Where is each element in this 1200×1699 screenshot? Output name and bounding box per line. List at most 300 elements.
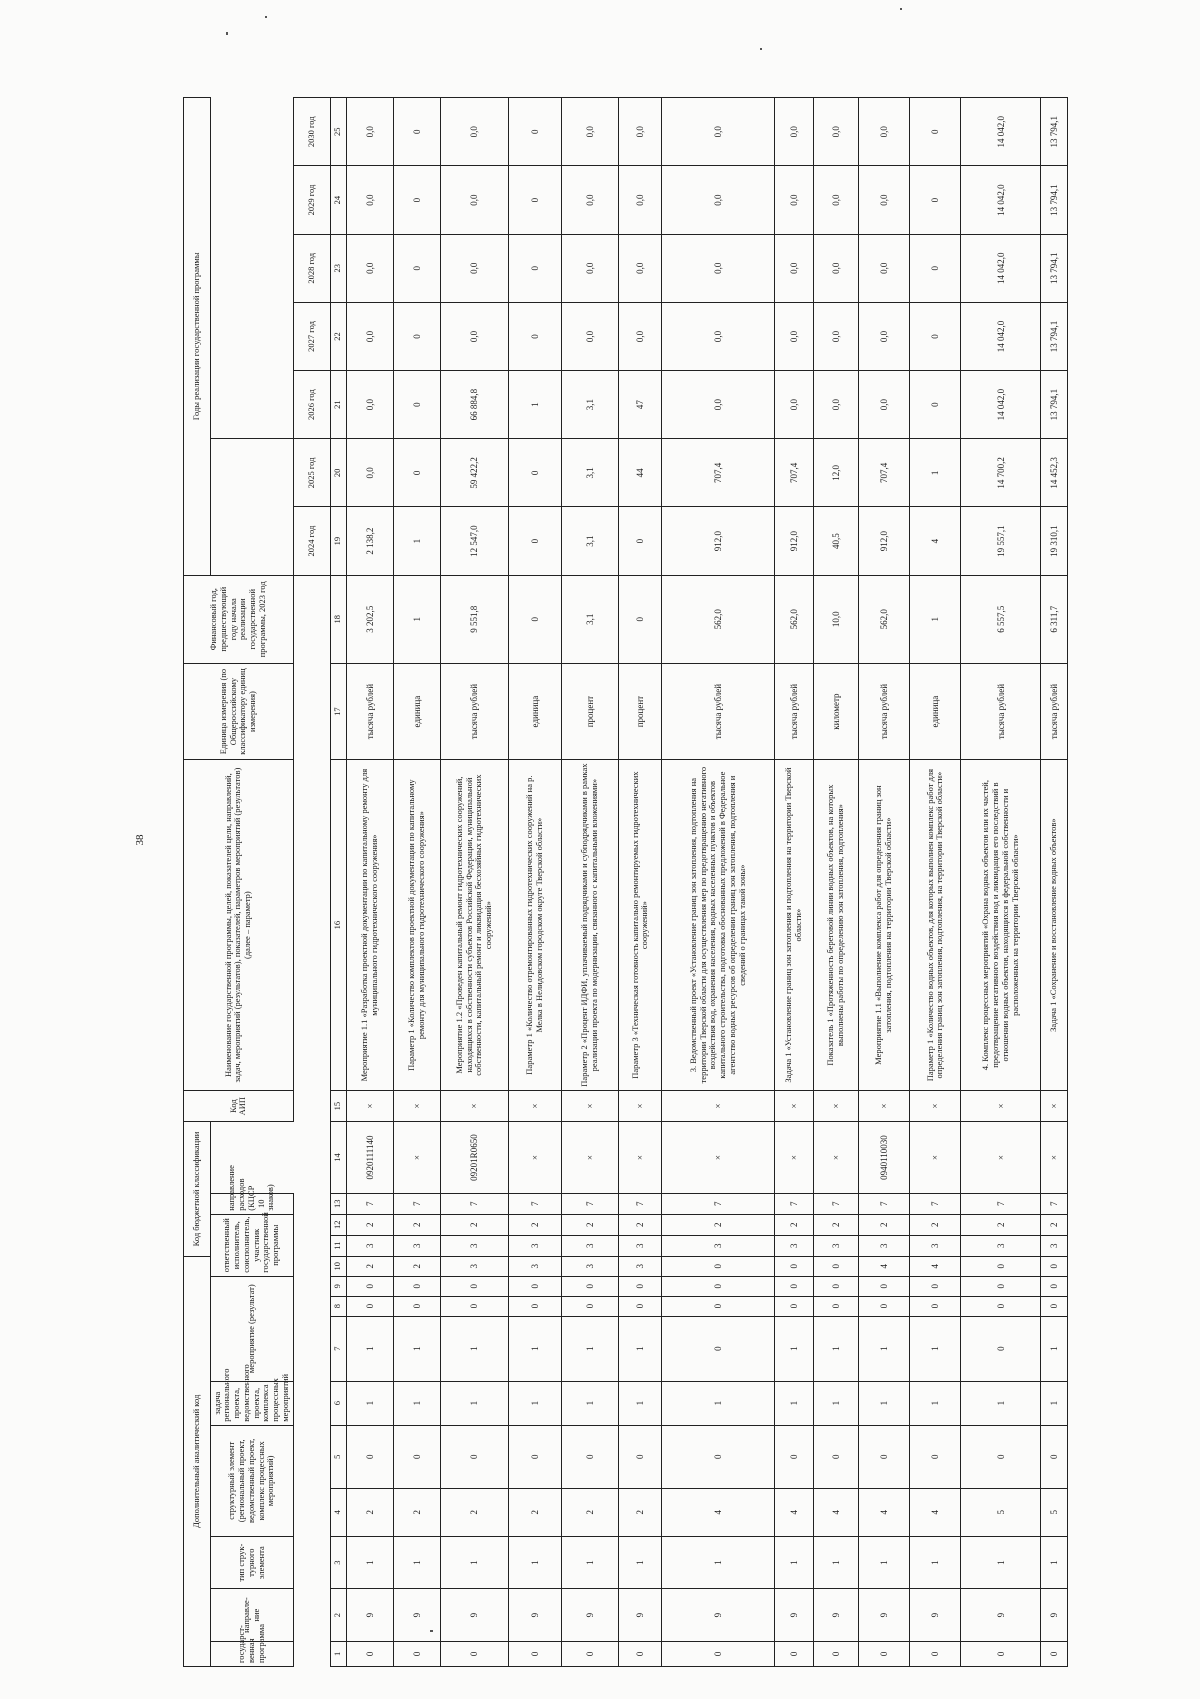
value-cell: 0,0 xyxy=(561,234,618,302)
table-row xyxy=(662,98,775,1667)
value-cell: 0,0 xyxy=(813,371,858,439)
code-cell: 2 xyxy=(619,1214,662,1235)
code-cell: 1 xyxy=(775,1536,814,1588)
code-cell: 2 xyxy=(346,1488,393,1536)
column-number-row xyxy=(330,98,346,1667)
value-cell: 0,0 xyxy=(619,166,662,234)
code-cell: 0 xyxy=(394,1276,441,1296)
name-cell: Параметр 1 «Количество водных объектов, для которых выполнен комплекс работ для определения границ зон затопления, подтопления, на территории Тверской области» xyxy=(910,760,961,1091)
value-cell: 14 042,0 xyxy=(961,166,1041,234)
code-cell: 9 xyxy=(508,1589,561,1641)
value-cell: 6 557,5 xyxy=(961,575,1041,663)
value-cell: 6 311,7 xyxy=(1041,575,1068,663)
code-cell: 9 xyxy=(662,1589,775,1641)
code-cell: 0 xyxy=(441,1425,509,1488)
value-cell: 0,0 xyxy=(813,98,858,166)
code-cell: 7 xyxy=(394,1193,441,1214)
table-row xyxy=(619,98,662,1667)
value-cell: 0,0 xyxy=(858,98,909,166)
unit-cell: процент xyxy=(619,663,662,760)
value-cell: 0,0 xyxy=(441,98,509,166)
years-group-header: Годы реализации государственной программы xyxy=(184,98,211,576)
code-cell: 0 xyxy=(1041,1276,1068,1296)
value-cell: 2 138,2 xyxy=(346,507,393,575)
table-row xyxy=(813,98,858,1667)
code-cell: × xyxy=(775,1090,814,1121)
code-cell: 2 xyxy=(441,1488,509,1536)
value-cell: 4 xyxy=(910,507,961,575)
code-cell: 1 xyxy=(619,1316,662,1381)
value-cell: 0 xyxy=(508,439,561,507)
code-cell: 1 xyxy=(1041,1381,1068,1425)
code-cell: 0 xyxy=(910,1296,961,1316)
value-cell: 3,1 xyxy=(561,439,618,507)
column-number: 6 xyxy=(330,1381,346,1425)
code-cell: 1 xyxy=(561,1536,618,1588)
column-number: 22 xyxy=(330,302,346,370)
code-cell: 0 xyxy=(346,1276,393,1296)
value-cell: 0 xyxy=(910,371,961,439)
code-cell: 0 xyxy=(775,1425,814,1488)
value-cell: 3,1 xyxy=(561,507,618,575)
code-cell: 1 xyxy=(858,1381,909,1425)
code-cell: 0920111140 xyxy=(346,1122,393,1193)
code-cell: 0 xyxy=(961,1316,1041,1381)
code-cell: 4 xyxy=(858,1256,909,1276)
code-cell: 7 xyxy=(561,1193,618,1214)
value-cell: 0,0 xyxy=(662,371,775,439)
code-cell: 1 xyxy=(508,1381,561,1425)
code-cell: 2 xyxy=(619,1488,662,1536)
code-cell: 3 xyxy=(775,1235,814,1256)
value-cell: 0,0 xyxy=(858,371,909,439)
code-cell: × xyxy=(910,1090,961,1121)
code-cell: 1 xyxy=(346,1536,393,1588)
code-cell: 1 xyxy=(508,1316,561,1381)
value-cell: 1 xyxy=(910,575,961,663)
table-row xyxy=(910,98,961,1667)
code-cell: 1 xyxy=(775,1381,814,1425)
value-cell: 19 310,1 xyxy=(1041,507,1068,575)
code-cell: 7 xyxy=(441,1193,509,1214)
year-header: 2024 год xyxy=(293,507,330,575)
code-cell: 0 xyxy=(1041,1256,1068,1276)
unit-cell: тысяча рублей xyxy=(961,663,1041,760)
value-cell: 0 xyxy=(619,575,662,663)
value-cell: 3 202,5 xyxy=(346,575,393,663)
code-cell: 2 xyxy=(394,1214,441,1235)
value-cell: 0 xyxy=(508,302,561,370)
code-cell: 0 xyxy=(961,1256,1041,1276)
code-cell: 0 xyxy=(961,1641,1041,1666)
value-cell: 0 xyxy=(394,439,441,507)
value-cell: 13 794,1 xyxy=(1041,166,1068,234)
scan-mark xyxy=(265,16,267,18)
value-cell: 0,0 xyxy=(346,234,393,302)
code-cell: 2 xyxy=(441,1214,509,1235)
name-cell: Параметр 3 «Техническая готовность капитально ремонтируемых гидротехнических сооружений» xyxy=(619,760,662,1091)
year-header: 2030 год xyxy=(293,98,330,166)
value-cell: 707,4 xyxy=(858,439,909,507)
year-header: 2029 год xyxy=(293,166,330,234)
value-cell: 0 xyxy=(910,166,961,234)
column-number: 20 xyxy=(330,439,346,507)
column-number: 12 xyxy=(330,1214,346,1235)
value-cell: 1 xyxy=(394,575,441,663)
code-cell: 0 xyxy=(561,1425,618,1488)
code-cell: 7 xyxy=(662,1193,775,1214)
code-cell: 9 xyxy=(813,1589,858,1641)
code-cell: × xyxy=(910,1122,961,1193)
code-cell: 0 xyxy=(961,1276,1041,1296)
executor-header: ответственный исполнитель, соисполнитель, участник государственной программы xyxy=(210,1214,293,1276)
code-cell: 3 xyxy=(1041,1235,1068,1256)
code-cell: 2 xyxy=(561,1488,618,1536)
value-cell: 0,0 xyxy=(662,166,775,234)
name-cell: 3. Ведомственный проект «Установление границ зон затопления, подтопления на территории Тверской области для осуществления мер по предотвращению негативного воздействия вод, охранения населения, водных населенных пунктов и объектов капитального строительства, подготовка обоснованных предложений в Федеральное агентство водных ресурсов об определении границ зон затопления, подтопления и сведений о границах такой зоны» xyxy=(662,760,775,1091)
code-cell: 7 xyxy=(910,1193,961,1214)
value-cell: 14 452,3 xyxy=(1041,439,1068,507)
code-cell: 0 xyxy=(346,1425,393,1488)
column-number: 17 xyxy=(330,663,346,760)
column-number: 23 xyxy=(330,234,346,302)
name-cell: Задача 1 «Установление границ зон затопления и подтопления на территории Тверской области» xyxy=(775,760,814,1091)
code-cell: 0 xyxy=(775,1296,814,1316)
code-cell: 2 xyxy=(858,1214,909,1235)
value-cell: 707,4 xyxy=(662,439,775,507)
value-cell: 0,0 xyxy=(775,234,814,302)
code-cell: 0 xyxy=(394,1425,441,1488)
value-cell: 0 xyxy=(508,575,561,663)
code-cell: 0 xyxy=(508,1641,561,1666)
code-cell: 1 xyxy=(619,1381,662,1425)
code-cell: 9 xyxy=(858,1589,909,1641)
value-cell: 0,0 xyxy=(346,302,393,370)
name-cell: 4. Комплекс процессных мероприятий «Охрана водных объектов или их частей, предотвращение негативного воздействия вод и ликвидация его последствий в отношении водных объектов, находящихся в федеральной собственности и расположенных на территории Тверской области» xyxy=(961,760,1041,1091)
code-cell: 0 xyxy=(662,1296,775,1316)
name-cell: Мероприятие 1.1 «Выполнение комплекса работ для определения границ зон затопления, подтопления на территории Тверской области» xyxy=(858,760,909,1091)
table-row xyxy=(394,98,441,1667)
column-number: 11 xyxy=(330,1235,346,1256)
code-cell: 2 xyxy=(1041,1214,1068,1235)
code-cell: 4 xyxy=(662,1488,775,1536)
year-header: 2025 год xyxy=(293,439,330,507)
fin-year-header: Финансовый год, предшествующий году начала реализации государственной программы, 2023 год xyxy=(184,575,294,663)
code-cell: 2 xyxy=(394,1488,441,1536)
code-cell: 0 xyxy=(775,1641,814,1666)
unit-cell: тысяча рублей xyxy=(346,663,393,760)
code-cell: 0 xyxy=(775,1256,814,1276)
code-cell: 0 xyxy=(346,1641,393,1666)
column-number: 21 xyxy=(330,371,346,439)
code-cell: 0 xyxy=(1041,1296,1068,1316)
code-cell: 3 xyxy=(662,1235,775,1256)
name-cell: Параметр 1 «Количество комплектов проектной документации по капитальному ремонту для муниципального гидротехнического сооружения» xyxy=(394,760,441,1091)
code-cell: 1 xyxy=(858,1536,909,1588)
code-cell: 1 xyxy=(662,1381,775,1425)
value-cell: 44 xyxy=(619,439,662,507)
rotated-table-container xyxy=(183,97,1068,1667)
code-cell: 0 xyxy=(775,1276,814,1296)
column-number: 5 xyxy=(330,1425,346,1488)
code-cell: × xyxy=(662,1090,775,1121)
value-cell: 14 042,0 xyxy=(961,234,1041,302)
column-number: 24 xyxy=(330,166,346,234)
code-cell: 0 xyxy=(394,1296,441,1316)
code-cell: × xyxy=(508,1090,561,1121)
code-cell: 7 xyxy=(775,1193,814,1214)
value-cell: 0 xyxy=(394,234,441,302)
table-row xyxy=(508,98,561,1667)
code-cell: 1 xyxy=(619,1536,662,1588)
header-row-years xyxy=(293,98,330,1667)
column-number: 4 xyxy=(330,1488,346,1536)
code-cell: × xyxy=(813,1122,858,1193)
code-cell: 0 xyxy=(662,1276,775,1296)
value-cell: 0 xyxy=(394,98,441,166)
code-cell: 1 xyxy=(561,1316,618,1381)
code-cell: 1 xyxy=(346,1316,393,1381)
code-cell: 9 xyxy=(961,1589,1041,1641)
code-cell: 3 xyxy=(561,1235,618,1256)
code-cell: × xyxy=(1041,1122,1068,1193)
value-cell: 0,0 xyxy=(346,371,393,439)
code-cell: × xyxy=(961,1122,1041,1193)
code-cell: 0 xyxy=(910,1276,961,1296)
code-cell: 0 xyxy=(561,1641,618,1666)
value-cell: 12 547,0 xyxy=(441,507,509,575)
event-header: мероприятие (результат) xyxy=(210,1276,293,1381)
code-cell: × xyxy=(619,1122,662,1193)
code-cell: 2 xyxy=(662,1214,775,1235)
code-cell: 1 xyxy=(346,1381,393,1425)
code-cell: 2 xyxy=(508,1488,561,1536)
code-cell: 7 xyxy=(619,1193,662,1214)
unit-header: Единица измерения (по Общероссийскому классификатору единиц измерения) xyxy=(184,663,294,760)
table-row xyxy=(1041,98,1068,1667)
table-row xyxy=(441,98,509,1667)
value-cell: 0 xyxy=(910,302,961,370)
code-cell: 1 xyxy=(394,1536,441,1588)
column-number: 10 xyxy=(330,1256,346,1276)
code-cell: 1 xyxy=(910,1381,961,1425)
value-cell: 13 794,1 xyxy=(1041,98,1068,166)
code-cell: 0 xyxy=(346,1296,393,1316)
code-cell: 0 xyxy=(619,1641,662,1666)
value-cell: 0 xyxy=(508,234,561,302)
code-cell: 1 xyxy=(508,1536,561,1588)
code-cell: 0 xyxy=(662,1641,775,1666)
code-cell: × xyxy=(346,1090,393,1121)
value-cell: 0 xyxy=(619,507,662,575)
unit-cell: тысяча рублей xyxy=(1041,663,1068,760)
value-cell: 9 551,8 xyxy=(441,575,509,663)
value-cell: 1 xyxy=(508,371,561,439)
table-row xyxy=(561,98,618,1667)
value-cell: 14 042,0 xyxy=(961,98,1041,166)
code-cell: 0 xyxy=(910,1641,961,1666)
budget-code-header: Код бюджетной классификации xyxy=(184,1122,211,1256)
code-cell: 2 xyxy=(961,1214,1041,1235)
code-cell: 0 xyxy=(441,1296,509,1316)
value-cell: 0,0 xyxy=(775,302,814,370)
code-cell: 3 xyxy=(858,1235,909,1256)
value-cell: 13 794,1 xyxy=(1041,371,1068,439)
value-cell: 0,0 xyxy=(346,439,393,507)
code-cell: × xyxy=(858,1090,909,1121)
value-cell: 707,4 xyxy=(775,439,814,507)
code-cell: 0940110030 xyxy=(858,1122,909,1193)
code-cell: 0 xyxy=(858,1276,909,1296)
code-cell: × xyxy=(394,1122,441,1193)
code-cell: 0 xyxy=(1041,1641,1068,1666)
code-cell: 1 xyxy=(858,1316,909,1381)
additional-code-header: Дополнительный аналитический код xyxy=(184,1256,211,1666)
code-cell: 2 xyxy=(394,1256,441,1276)
struct-type-header: тип струк-турного элемента xyxy=(210,1536,293,1588)
unit-cell: единица xyxy=(508,663,561,760)
code-cell: × xyxy=(775,1122,814,1193)
aip-header: Код АИП xyxy=(184,1090,294,1121)
code-cell: 9 xyxy=(441,1589,509,1641)
code-cell: 9 xyxy=(775,1589,814,1641)
value-cell: 0 xyxy=(910,98,961,166)
code-cell: 2 xyxy=(508,1214,561,1235)
code-cell: 0 xyxy=(441,1641,509,1666)
code-cell: 4 xyxy=(910,1256,961,1276)
code-cell: × xyxy=(1041,1090,1068,1121)
code-cell: 0 xyxy=(662,1316,775,1381)
value-cell: 0,0 xyxy=(346,98,393,166)
code-cell: 3 xyxy=(910,1235,961,1256)
code-cell: 3 xyxy=(813,1235,858,1256)
value-cell: 0,0 xyxy=(441,166,509,234)
code-cell: 3 xyxy=(441,1256,509,1276)
value-cell: 0,0 xyxy=(858,234,909,302)
code-cell: 1 xyxy=(1041,1536,1068,1588)
code-cell: 2 xyxy=(813,1214,858,1235)
code-cell: 9 xyxy=(561,1589,618,1641)
value-cell: 1 xyxy=(394,507,441,575)
column-number: 18 xyxy=(330,575,346,663)
code-cell: 1 xyxy=(394,1316,441,1381)
column-number: 3 xyxy=(330,1536,346,1588)
value-cell: 0,0 xyxy=(813,166,858,234)
header-row-1 xyxy=(184,98,211,1667)
scan-mark xyxy=(900,8,902,10)
code-cell: 0 xyxy=(441,1276,509,1296)
code-cell: 0 xyxy=(508,1276,561,1296)
column-number: 25 xyxy=(330,98,346,166)
value-cell: 0 xyxy=(910,234,961,302)
code-cell: 7 xyxy=(1041,1193,1068,1214)
code-cell: 0 xyxy=(961,1296,1041,1316)
code-cell: 0 xyxy=(813,1296,858,1316)
struct-element-header: структурный элемент (региональный проект, ведомственный проект, комплекс процессных мероприятий) xyxy=(210,1425,293,1536)
task-header: задача регионального проекта, ведомственного проекта, комплекса процессных мероприятий xyxy=(210,1381,293,1425)
value-cell: 0,0 xyxy=(441,302,509,370)
code-cell: 0 xyxy=(813,1425,858,1488)
code-cell: 2 xyxy=(346,1256,393,1276)
code-cell: 7 xyxy=(961,1193,1041,1214)
value-cell: 0,0 xyxy=(441,234,509,302)
code-cell: 2 xyxy=(561,1214,618,1235)
code-cell: 7 xyxy=(346,1193,393,1214)
name-cell: Мероприятие 1.1 «Разработка проектной документации по капитальному ремонту для муниципального гидротехнического сооружения» xyxy=(346,760,393,1091)
program-table xyxy=(183,97,1068,1667)
table-row xyxy=(961,98,1041,1667)
column-number: 9 xyxy=(330,1276,346,1296)
year-header: 2027 год xyxy=(293,302,330,370)
value-cell: 0,0 xyxy=(662,302,775,370)
page-number: 38 xyxy=(134,834,146,846)
value-cell: 13 794,1 xyxy=(1041,234,1068,302)
code-cell: 4 xyxy=(813,1488,858,1536)
value-cell: 0,0 xyxy=(662,98,775,166)
code-cell: × xyxy=(561,1090,618,1121)
code-cell: 2 xyxy=(346,1214,393,1235)
name-header: Наименование государственной программы, целей, показателей цели, направлений, задач, мероприятий (результатов), показателей, параметров мероприятий (результатов) (далее – параметр) xyxy=(184,760,294,1091)
code-cell: × xyxy=(813,1090,858,1121)
code-cell: 9 xyxy=(394,1589,441,1641)
value-cell: 0 xyxy=(394,371,441,439)
code-cell: 0 xyxy=(961,1425,1041,1488)
value-cell: 14 042,0 xyxy=(961,302,1041,370)
value-cell: 562,0 xyxy=(775,575,814,663)
unit-cell: тысяча рублей xyxy=(858,663,909,760)
value-cell: 0 xyxy=(394,166,441,234)
code-cell: 4 xyxy=(775,1488,814,1536)
code-cell: 0 xyxy=(813,1641,858,1666)
value-cell: 0 xyxy=(508,98,561,166)
value-cell: 912,0 xyxy=(662,507,775,575)
value-cell: 0,0 xyxy=(813,302,858,370)
code-cell: 1 xyxy=(1041,1316,1068,1381)
scan-mark xyxy=(760,48,762,50)
name-cell: Параметр 2 «Процент ИДФИ, уплачиваемый подрядчиками и субподрядчиками в рамках реализации проекта по модернизации, связанного с капитальными вложениями» xyxy=(561,760,618,1091)
unit-cell: тысяча рублей xyxy=(662,663,775,760)
code-cell: 7 xyxy=(813,1193,858,1214)
value-cell: 0,0 xyxy=(662,234,775,302)
code-cell: 0 xyxy=(813,1256,858,1276)
column-number: 1 xyxy=(330,1641,346,1666)
year-header: 2026 год xyxy=(293,371,330,439)
code-cell: 1 xyxy=(813,1536,858,1588)
code-cell: × xyxy=(394,1090,441,1121)
expense-header: направление расходов (КЦСР 10 знаков) xyxy=(210,1193,293,1214)
code-cell: 1 xyxy=(910,1316,961,1381)
code-cell: 0 xyxy=(619,1425,662,1488)
value-cell: 0,0 xyxy=(619,302,662,370)
code-cell: 1 xyxy=(910,1536,961,1588)
code-cell: 3 xyxy=(394,1235,441,1256)
code-cell: 1 xyxy=(813,1316,858,1381)
code-cell: × xyxy=(508,1122,561,1193)
column-number: 2 xyxy=(330,1589,346,1641)
code-cell: 0 xyxy=(619,1276,662,1296)
code-cell: 0 xyxy=(508,1296,561,1316)
unit-cell: тысяча рублей xyxy=(441,663,509,760)
column-number: 16 xyxy=(330,760,346,1091)
code-cell: 1 xyxy=(813,1381,858,1425)
year-header: 2028 год xyxy=(293,234,330,302)
code-cell: 3 xyxy=(508,1235,561,1256)
code-cell: 2 xyxy=(910,1214,961,1235)
value-cell: 0,0 xyxy=(619,234,662,302)
code-cell: 0 xyxy=(619,1296,662,1316)
name-cell: Показатель 1 «Протяженность береговой линии водных объектов, на которых выполнены работы по определению зон затопления, подтопления» xyxy=(813,760,858,1091)
code-cell: 9 xyxy=(910,1589,961,1641)
